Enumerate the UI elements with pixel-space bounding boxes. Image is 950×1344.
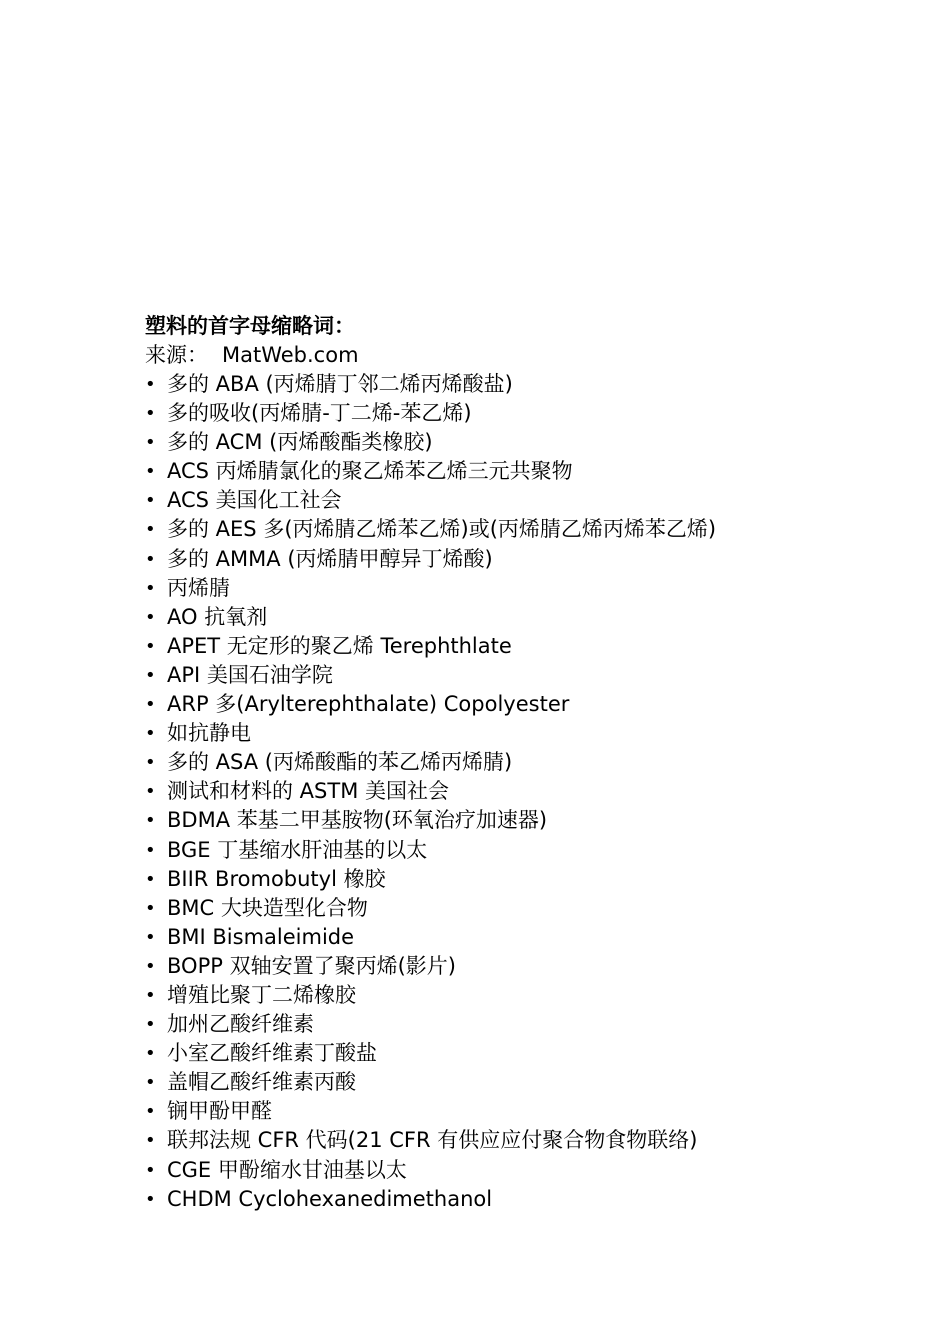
- list-item: [145, 1156, 925, 1185]
- list-item-text: AO 抗氧剂: [167, 604, 268, 629]
- list-item: [145, 981, 925, 1010]
- bullet-icon: •: [145, 1014, 156, 1036]
- list-item-text: BIIR Bromobutyl 橡胶: [167, 866, 386, 891]
- bullet-icon: •: [145, 490, 156, 512]
- bullet-icon: •: [145, 897, 156, 919]
- bullet-icon: •: [145, 839, 156, 861]
- bullet-icon: •: [145, 1043, 156, 1065]
- bullet-icon: •: [145, 664, 156, 686]
- list-item: [145, 399, 925, 428]
- source-label: 来源：: [145, 343, 208, 367]
- list-item: [145, 457, 925, 486]
- bullet-icon: •: [145, 1130, 156, 1152]
- list-item: [145, 1010, 925, 1039]
- list-item: [145, 632, 925, 661]
- list-item-text: 如抗静电: [167, 721, 251, 746]
- list-item-text: 多的 AES 多(丙烯腈乙烯苯乙烯)或(丙烯腈乙烯丙烯苯乙烯): [167, 517, 717, 542]
- list-item-text: 测试和材料的 ASTM 美国社会: [167, 779, 449, 804]
- bullet-icon: •: [145, 810, 156, 832]
- list-item-text: 小室乙酸纤维素丁酸盐: [167, 1041, 377, 1066]
- list-item-text: BDMA 苯基二甲基胺物(环氧治疗加速器): [167, 808, 548, 833]
- bullet-icon: •: [145, 403, 156, 425]
- list-item-text: BMI Bismaleimide: [167, 924, 355, 949]
- list-item-text: ACS 美国化工社会: [167, 488, 342, 513]
- bullet-icon: •: [145, 1072, 156, 1094]
- list-item-text: 多的 ACM (丙烯酸酯类橡胶): [167, 430, 433, 455]
- list-item: [145, 894, 925, 923]
- bullet-icon: •: [145, 606, 156, 628]
- list-item: [145, 661, 925, 690]
- list-item-text: ARP 多(Arylterephthalate) Copolyester: [167, 692, 570, 717]
- bullet-icon: •: [145, 926, 156, 948]
- document-title: 塑料的首字母缩略词：: [145, 314, 355, 338]
- bullet-icon: •: [145, 374, 156, 395]
- bullet-icon: •: [145, 984, 156, 1006]
- list-item: [145, 1039, 925, 1068]
- list-item-text: 锎甲酚甲醛: [167, 1099, 272, 1124]
- list-item-text: 联邦法规 CFR 代码(21 CFR 有供应应付聚合物食物联络): [167, 1128, 698, 1153]
- list-item: [145, 486, 925, 515]
- list-item: [145, 719, 925, 748]
- bullet-icon: •: [145, 781, 156, 803]
- list-item: [145, 690, 925, 719]
- list-item: [145, 1097, 925, 1126]
- list-item: [145, 1126, 925, 1155]
- bullet-icon: •: [145, 1188, 156, 1210]
- list-item-text: APET 无定形的聚乙烯 Terephthlate: [167, 633, 512, 658]
- list-item: [145, 428, 925, 457]
- bullet-icon: •: [145, 752, 156, 774]
- list-item: [145, 923, 925, 952]
- list-item: [145, 515, 925, 544]
- list-item: [145, 748, 925, 777]
- list-item-text: API 美国石油学院: [167, 662, 333, 687]
- list-item-text: 多的 ASA (丙烯酸酯的苯乙烯丙烯腈): [167, 750, 513, 775]
- list-item-text: 多的 ABA (丙烯腈丁邻二烯丙烯酸盐): [167, 372, 513, 396]
- bullet-icon: •: [145, 635, 156, 657]
- source-value: MatWeb.com: [222, 343, 359, 367]
- list-item-text: 丙烯腈: [167, 575, 230, 600]
- list-item: [145, 806, 925, 835]
- list-item-text: 多的 AMMA (丙烯腈甲醇异丁烯酸): [167, 546, 493, 571]
- bullet-icon: •: [145, 432, 156, 454]
- list-item: [145, 952, 925, 981]
- list-item: [145, 370, 925, 399]
- list-item: [145, 836, 925, 865]
- list-item: [145, 1068, 925, 1097]
- list-item-text: 加州乙酸纤维素: [167, 1012, 314, 1037]
- list-item-text: 多的吸收(丙烯腈-丁二烯-苯乙烯): [167, 401, 472, 426]
- list-item-text: CHDM Cyclohexanedimethanol: [167, 1186, 493, 1211]
- list-item-text: BMC 大块造型化合物: [167, 895, 368, 920]
- bullet-icon: •: [145, 1101, 156, 1123]
- list-item: [145, 777, 925, 806]
- bullet-icon: •: [145, 461, 156, 483]
- bullet-icon: •: [145, 955, 156, 977]
- list-item-text: BGE 丁基缩水肝油基的以太: [167, 837, 428, 862]
- bullet-icon: •: [145, 519, 156, 541]
- list-item-text: BOPP 双轴安置了聚丙烯(影片): [167, 953, 456, 978]
- list-item: [145, 545, 925, 574]
- list-item-text: 盖帽乙酸纤维素丙酸: [167, 1070, 356, 1095]
- bullet-icon: •: [145, 577, 156, 599]
- list-item: [145, 1185, 925, 1214]
- bullet-icon: •: [145, 694, 156, 716]
- list-item-text: 增殖比聚丁二烯橡胶: [167, 982, 356, 1007]
- list-item: [145, 574, 925, 603]
- list-item-text: ACS 丙烯腈氯化的聚乙烯苯乙烯三元共聚物: [167, 459, 573, 484]
- bullet-icon: •: [145, 1159, 156, 1181]
- bullet-icon: •: [145, 868, 156, 890]
- list-item-text: CGE 甲酚缩水甘油基以太: [167, 1157, 407, 1182]
- bullet-icon: •: [145, 548, 156, 570]
- document-source: [145, 341, 925, 370]
- document-body: [145, 312, 925, 1214]
- list-item: [145, 865, 925, 894]
- list-item: [145, 603, 925, 632]
- bullet-icon: •: [145, 723, 156, 745]
- abbreviation-list: [145, 370, 925, 1214]
